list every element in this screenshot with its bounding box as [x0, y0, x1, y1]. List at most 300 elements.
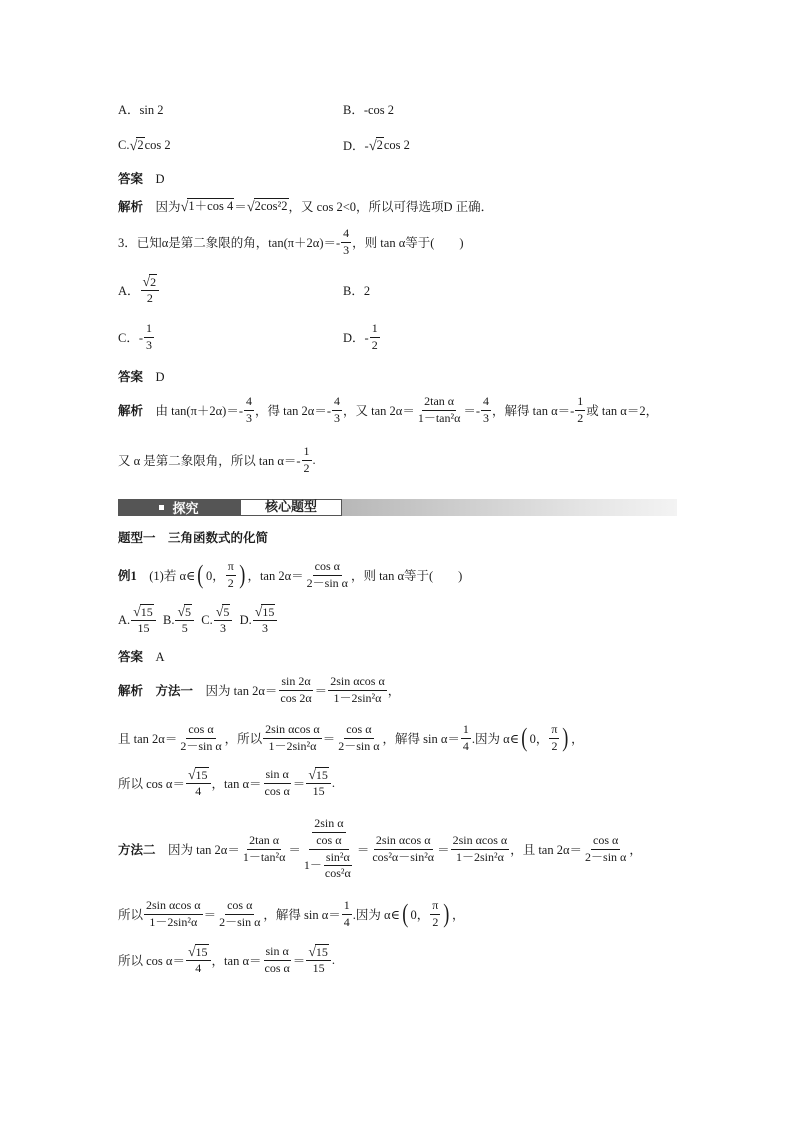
- text-run: ，得 tan 2α＝-: [255, 404, 331, 418]
- text-run: cos α: [188, 721, 214, 736]
- text-run: cos α: [264, 960, 290, 975]
- topic-title: [118, 517, 268, 557]
- text-run: 0，: [529, 732, 549, 746]
- text-run: 1: [462, 721, 469, 736]
- denominator: [263, 784, 292, 799]
- radicand: [136, 137, 144, 153]
- text-run: 1－: [303, 857, 322, 872]
- fraction: [131, 604, 156, 636]
- numerator: [175, 604, 194, 621]
- text-run: 2: [551, 738, 558, 753]
- example1-options: [118, 600, 278, 640]
- text-run: D: [143, 370, 165, 384]
- text-run: sin²α: [325, 849, 350, 864]
- text-run: 3: [334, 410, 340, 425]
- text-run: ，tan 2α＝: [247, 569, 304, 583]
- numerator: [214, 604, 233, 621]
- text-run: ，又 tan 2α＝: [343, 404, 415, 418]
- text-run: 1－2sin²α: [149, 914, 198, 929]
- text-run: 3: [220, 621, 227, 636]
- fraction: [302, 445, 312, 476]
- text-run: B．2: [343, 284, 371, 298]
- bold-label: 解析: [118, 684, 144, 698]
- square-root: [129, 137, 144, 153]
- fraction: [186, 944, 211, 976]
- numerator: [374, 834, 433, 850]
- q3-option-b: [343, 270, 370, 310]
- numerator: [244, 395, 254, 411]
- bold-label: 答案: [118, 650, 144, 664]
- q3-option-a: [118, 270, 160, 310]
- big-parenthesis: ): [239, 560, 246, 589]
- numerator: [186, 723, 215, 739]
- bold-label: 例1: [118, 569, 137, 583]
- text-run: [143, 681, 156, 699]
- square-root: [133, 604, 154, 619]
- section-banner: [118, 499, 677, 516]
- text-run: ＝: [356, 843, 370, 857]
- fraction: [141, 274, 160, 306]
- numerator: [328, 675, 387, 691]
- fraction: [336, 723, 381, 754]
- text-run: 5: [223, 605, 230, 619]
- square-root: [255, 604, 276, 619]
- text-run: 1－2sin²α: [333, 690, 382, 705]
- text-run: 3: [246, 410, 253, 425]
- denominator: [263, 961, 292, 976]
- fraction: [144, 899, 203, 930]
- radicand: [376, 137, 384, 153]
- text-run: ，又 cos 2<0，所以可得选项D 正确．: [288, 200, 494, 214]
- text-run: 5: [181, 621, 188, 636]
- text-run: 1－2sin²α: [455, 849, 504, 864]
- numerator: [279, 675, 312, 691]
- square-bullet-icon: [159, 505, 164, 510]
- fraction: [332, 395, 342, 426]
- denominator: [481, 411, 491, 426]
- numerator: [144, 322, 154, 338]
- q2-option-d: [343, 125, 410, 165]
- text-run: ＝: [314, 684, 328, 698]
- text-run: C．-: [118, 331, 144, 345]
- method2-line-1: [118, 804, 642, 894]
- numerator: [225, 899, 254, 915]
- square-root: [177, 604, 192, 619]
- numerator: [141, 274, 160, 291]
- q3-analysis-line-1: [118, 390, 658, 430]
- fraction: [175, 604, 194, 636]
- text-run: ，: [629, 843, 642, 857]
- numerator: [186, 767, 211, 784]
- text-run: sin α: [265, 943, 289, 958]
- square-root: [308, 944, 329, 959]
- text-run: B．-cos 2: [343, 103, 395, 117]
- text-run: π: [432, 897, 439, 912]
- text-run: 1: [577, 393, 584, 408]
- numerator: [247, 834, 281, 850]
- radicand: [315, 944, 329, 959]
- fraction: [461, 723, 471, 754]
- denominator: [323, 866, 353, 881]
- text-run: ＝: [288, 843, 301, 857]
- fraction: [302, 817, 356, 881]
- text-run: 2: [146, 291, 153, 306]
- denominator: [416, 411, 463, 426]
- fraction: [342, 899, 352, 930]
- text-run: ＝-: [463, 404, 481, 418]
- text-run: C.: [118, 137, 130, 152]
- numerator: [430, 899, 440, 915]
- denominator: [193, 961, 203, 976]
- q3-analysis-line-2: [118, 440, 316, 480]
- text-run: sin 2α: [281, 673, 311, 688]
- numerator: [253, 604, 278, 621]
- fraction: [451, 834, 510, 865]
- denominator: [311, 784, 327, 799]
- denominator: [332, 691, 384, 706]
- method2-line-3: [118, 940, 335, 980]
- text-run: 2sin αcos α: [452, 832, 508, 847]
- fraction: [416, 395, 463, 426]
- radicand: [315, 767, 329, 782]
- text-run: ，: [452, 908, 465, 922]
- text-run: 因为 tan 2α＝: [193, 684, 278, 698]
- numerator: [306, 944, 331, 961]
- text-run: ，解得 sin α＝: [382, 732, 460, 746]
- text-run: ，解得 tan α＝-: [492, 404, 575, 418]
- fraction: [306, 767, 331, 799]
- text-run: ，tan α＝: [211, 954, 262, 968]
- numerator: [422, 395, 456, 411]
- text-run: 2sin αcos α: [330, 673, 385, 688]
- text-run: 3．已知α是第二象限的角，tan(π＋2α)＝-: [118, 236, 341, 250]
- text-run: ＝: [437, 843, 450, 857]
- text-run: ＝: [292, 777, 306, 791]
- fraction: [430, 899, 440, 930]
- text-run: 2: [376, 138, 383, 153]
- text-run: 1: [146, 320, 153, 335]
- text-run: .: [312, 452, 316, 467]
- text-run: cos α: [264, 783, 290, 798]
- fraction: [306, 944, 331, 976]
- text-run: 2sin αcos α: [375, 832, 431, 847]
- fraction: [144, 322, 154, 353]
- text-run: cos α: [227, 897, 253, 912]
- text-run: cos²α－sin²α: [372, 849, 435, 864]
- text-run: 1－tan²α: [417, 410, 461, 425]
- radicand: [222, 604, 230, 619]
- square-root: [247, 198, 289, 214]
- text-run: 2tan α: [249, 832, 280, 847]
- numerator: [313, 560, 342, 576]
- text-run: 3: [262, 621, 269, 636]
- text-run: cos α: [314, 558, 340, 573]
- fraction: [312, 817, 345, 848]
- denominator: [260, 621, 270, 636]
- denominator: [145, 291, 155, 306]
- text-run: 又 α 是第二象限角，所以 tan α＝-: [118, 454, 301, 468]
- numerator: [549, 723, 559, 739]
- text-run: 15: [195, 768, 208, 782]
- text-run: 或 tan α＝2，: [586, 404, 659, 418]
- example1-stem: [118, 555, 462, 595]
- numerator: [186, 944, 211, 961]
- square-root: [188, 767, 209, 782]
- denominator: [135, 621, 151, 636]
- denominator: [217, 915, 262, 930]
- text-run: 4: [195, 784, 202, 799]
- numerator: [341, 227, 351, 243]
- text-run: 15: [262, 605, 275, 619]
- numerator: [226, 560, 236, 576]
- text-run: ，解得 sin α＝: [263, 908, 341, 922]
- method2-line-2: [118, 894, 465, 934]
- denominator: [549, 739, 559, 754]
- numerator: [264, 945, 291, 961]
- denominator: [370, 850, 436, 865]
- bold-label: 答案: [118, 172, 144, 186]
- text-run: 2－sin α: [306, 575, 348, 590]
- text-run: cos α: [316, 832, 342, 847]
- fraction: [244, 395, 254, 426]
- text-run: 2－sin α: [219, 914, 261, 929]
- text-run: 15: [315, 945, 328, 959]
- radicand: [254, 198, 289, 214]
- text-run: 15: [140, 605, 153, 619]
- numerator: [306, 767, 331, 784]
- text-run: cos 2α: [280, 690, 312, 705]
- denominator: [144, 338, 154, 353]
- text-run: C.: [195, 612, 213, 627]
- text-run: ，则 tan α等于( ): [350, 569, 463, 583]
- text-run: D.: [233, 612, 252, 627]
- radicand: [184, 604, 192, 619]
- fraction: [575, 395, 585, 426]
- numerator: [263, 723, 322, 739]
- text-run: π: [551, 721, 558, 736]
- denominator: [430, 915, 440, 930]
- fraction: [549, 723, 559, 754]
- denominator: [147, 915, 199, 930]
- numerator: [302, 445, 312, 461]
- square-root: [308, 767, 329, 782]
- fraction: [328, 675, 387, 706]
- numerator: [461, 723, 471, 739]
- text-run: 4: [343, 225, 350, 240]
- denominator: [178, 739, 223, 754]
- fraction: [370, 834, 436, 865]
- text-run: D．-: [343, 331, 369, 345]
- fraction: [370, 322, 380, 353]
- numerator: [131, 604, 156, 621]
- text-run: A．: [118, 284, 140, 298]
- denominator: [454, 850, 506, 865]
- numerator: [312, 817, 345, 833]
- text-run: D: [143, 172, 165, 186]
- text-run: 且 tan 2α＝: [118, 732, 178, 746]
- denominator: [311, 961, 327, 976]
- denominator: [332, 411, 342, 426]
- q3-option-d: [343, 317, 381, 357]
- text-run: 2: [150, 275, 157, 289]
- numerator: [575, 395, 585, 411]
- denominator: [302, 850, 356, 882]
- text-run: 15: [312, 961, 325, 976]
- bold-label: 方法一: [155, 684, 194, 698]
- text-run: 1: [343, 897, 350, 912]
- text-run: 15: [137, 621, 150, 636]
- fraction: [214, 604, 233, 636]
- text-run: 15: [312, 784, 325, 799]
- fraction: [323, 851, 353, 882]
- text-run: ＝: [203, 908, 217, 922]
- text-run: 2: [303, 460, 310, 475]
- bold-label: 解析: [118, 404, 144, 418]
- fraction: [263, 945, 292, 976]
- fraction: [253, 604, 278, 636]
- text-run: ，则 tan α等于( ): [352, 236, 464, 250]
- numerator: [451, 834, 510, 850]
- text-run: 4: [462, 738, 469, 753]
- big-parenthesis: ): [562, 723, 569, 752]
- text-run: 1: [303, 443, 310, 458]
- fraction: [341, 227, 351, 258]
- text-run: ，: [571, 732, 584, 746]
- square-root: [143, 274, 158, 289]
- denominator: [226, 576, 236, 591]
- text-run: 1＋cos 4: [188, 199, 234, 214]
- text-run: 因为 tan 2α＝: [155, 843, 240, 857]
- text-run: 2－sin α: [338, 738, 380, 753]
- text-run: 2－sin α: [585, 849, 627, 864]
- text-run: 2: [227, 575, 234, 590]
- denominator: [193, 784, 203, 799]
- text-run: D．-: [343, 139, 369, 153]
- text-run: sin α: [265, 766, 289, 781]
- numerator: [591, 834, 620, 850]
- text-run: 4: [483, 393, 490, 408]
- fraction: [583, 834, 628, 865]
- denominator: [583, 850, 628, 865]
- denominator: [341, 243, 351, 258]
- denominator: [278, 691, 313, 706]
- radicand: [261, 604, 275, 619]
- text-run: 4: [246, 393, 253, 408]
- text-run: 所以 cos α＝: [118, 777, 185, 791]
- denominator: [266, 739, 318, 754]
- fraction: [263, 768, 292, 799]
- text-run: 3: [483, 410, 490, 425]
- bold-label: 答案: [118, 370, 144, 384]
- text-run: 2sin αcos α: [265, 721, 320, 736]
- text-run: 4: [195, 961, 202, 976]
- text-run: 由 tan(π＋2α)＝-: [143, 404, 244, 418]
- text-run: 因为: [143, 200, 181, 214]
- q3-stem: [118, 222, 464, 262]
- text-run: cos α: [346, 721, 372, 736]
- text-run: 所以: [118, 908, 144, 922]
- text-run: 2sin α: [314, 815, 344, 830]
- q2-option-a: [118, 89, 164, 129]
- numerator: [264, 768, 291, 784]
- numerator: [309, 817, 348, 850]
- big-parenthesis: (: [402, 899, 409, 928]
- numerator: [332, 395, 342, 411]
- text-run: 15: [195, 945, 208, 959]
- bold-label: 方法二: [118, 843, 156, 857]
- numerator: [342, 899, 352, 915]
- text-run: ＝: [322, 732, 336, 746]
- numerator: [370, 322, 380, 338]
- bold-label: 解析: [118, 200, 144, 214]
- text-run: π: [227, 558, 234, 573]
- square-root: [369, 137, 384, 153]
- denominator: [336, 739, 381, 754]
- text-run: 15: [315, 768, 328, 782]
- fraction: [263, 723, 322, 754]
- big-parenthesis: (: [197, 560, 204, 589]
- text-run: cos 2: [144, 137, 171, 152]
- text-run: .因为 α∈: [352, 908, 400, 922]
- text-run: A: [143, 650, 165, 664]
- numerator: [324, 851, 352, 867]
- text-run: A．sin 2: [118, 103, 164, 117]
- text-run: 1－2sin²α: [268, 738, 317, 753]
- banner-tag: [118, 499, 240, 516]
- square-root: [181, 198, 235, 214]
- fraction: [305, 560, 350, 591]
- text-run: B.: [156, 612, 175, 627]
- fraction: [241, 834, 288, 865]
- radicand: [140, 604, 154, 619]
- text-run: 2: [371, 337, 378, 352]
- text-run: 0，: [205, 569, 225, 583]
- method1-line-3: [118, 763, 335, 803]
- banner-title: 核心题型: [240, 499, 342, 516]
- fraction: [217, 899, 262, 930]
- text-run: .: [331, 952, 336, 967]
- fraction: [226, 560, 236, 591]
- denominator: [302, 461, 312, 476]
- text-run: 2cos²2: [254, 199, 288, 214]
- big-parenthesis: ): [443, 899, 450, 928]
- text-run: 2: [137, 138, 144, 153]
- text-run: .因为 α∈: [471, 732, 519, 746]
- topic-title-text: 题型一 三角函数式的化简: [118, 531, 269, 545]
- method1-line-2: [118, 718, 584, 758]
- denominator: [370, 338, 380, 353]
- denominator: [241, 850, 288, 865]
- denominator: [218, 621, 228, 636]
- text-run: 5: [185, 605, 192, 619]
- fraction: [178, 723, 223, 754]
- fraction: [186, 767, 211, 799]
- numerator: [481, 395, 491, 411]
- text-run: 2－sin α: [180, 738, 222, 753]
- text-run: 2: [432, 914, 439, 929]
- radicand: [195, 944, 209, 959]
- text-run: ＝: [234, 200, 247, 214]
- text-run: 3: [343, 242, 350, 257]
- q2-option-b: [343, 89, 394, 129]
- radicand: [195, 767, 209, 782]
- denominator: [575, 411, 585, 426]
- text-run: .: [331, 775, 336, 790]
- numerator: [344, 723, 373, 739]
- denominator: [342, 915, 352, 930]
- text-run: ＝: [292, 954, 306, 968]
- text-run: ，且 tan 2α＝: [510, 843, 583, 857]
